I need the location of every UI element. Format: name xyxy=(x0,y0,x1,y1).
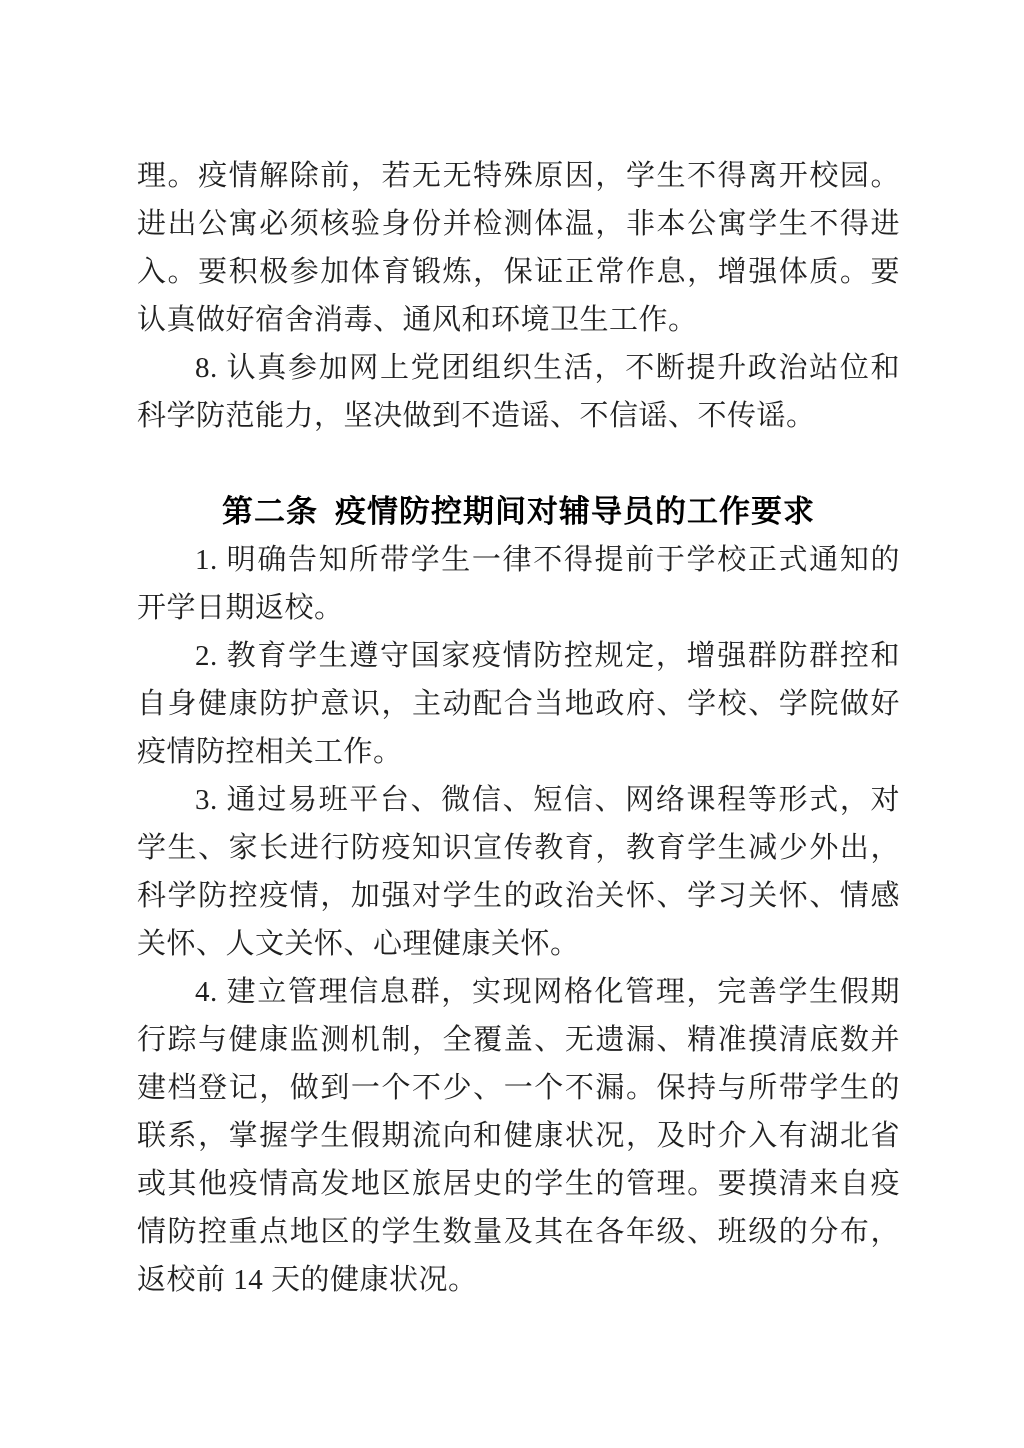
section-heading-title: 疫情防控期间对辅导员的工作要求 xyxy=(335,494,816,529)
paragraph-requirement-3: 3. 通过易班平台、微信、短信、网络课程等形式，对学生、家长进行防疫知识宣传教育，教育学生减少外出，科学防控疫情，加强对学生的政治关怀、学习关怀、情感关怀、人文关怀、心理健康关怀。 xyxy=(137,784,900,960)
paragraph-continuation: 理。疫情解除前，若无无特殊原因，学生不得离开校园。进出公寓必须核验身份并检测体温，非本公寓学生不得进入。要积极参加体育锻炼，保证正常作息，增强体质。要认真做好宿舍消毒、通风和环境卫生工作。 xyxy=(137,160,900,336)
paragraph-item-8: 8. 认真参加网上党团组织生活，不断提升政治站位和科学防范能力，坚决做到不造谣、不信谣、不传谣。 xyxy=(137,352,900,432)
document-body xyxy=(137,152,900,1304)
paragraph-requirement-4: 4. 建立管理信息群，实现网格化管理，完善学生假期行踪与健康监测机制，全覆盖、无遗漏、精准摸清底数并建档登记，做到一个不少、一个不漏。保持与所带学生的联系，掌握学生假期流向和健康状况，及时介入有湖北省或其他疫情高发地区旅居史的学生的管理。要摸清来自疫情防控重点地区的学生数量及其在各年级、班级的分布，返校前 14 天的健康状况。 xyxy=(137,976,900,1296)
paragraph-requirement-1: 1. 明确告知所带学生一律不得提前于学校正式通知的开学日期返校。 xyxy=(137,544,900,624)
section-heading xyxy=(137,488,900,536)
paragraph-requirement-2: 2. 教育学生遵守国家疫情防控规定，增强群防群控和自身健康防护意识，主动配合当地政府、学校、学院做好疫情防控相关工作。 xyxy=(137,640,900,768)
section-heading-number: 第二条 xyxy=(221,494,318,529)
